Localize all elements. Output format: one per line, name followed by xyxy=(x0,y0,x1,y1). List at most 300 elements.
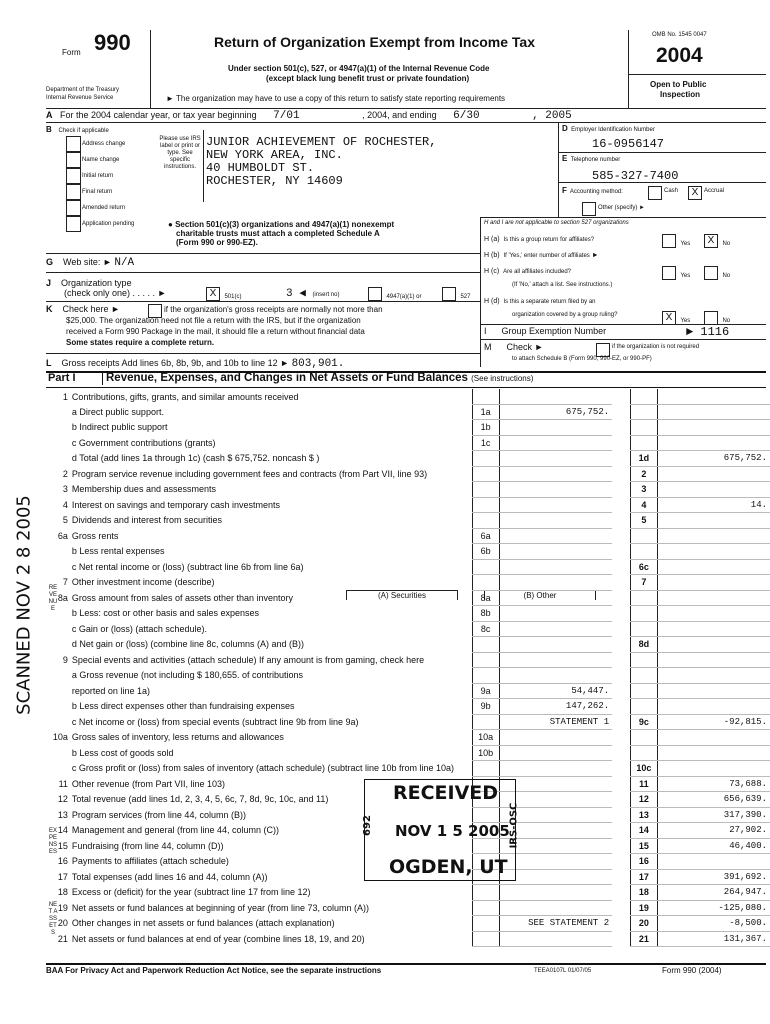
spacer xyxy=(612,652,630,668)
line-ref xyxy=(630,730,657,746)
part-1-line-row xyxy=(46,761,770,777)
sub-line-number xyxy=(472,497,499,513)
spacer xyxy=(612,683,630,699)
line-amount xyxy=(657,590,770,606)
part-1-line-row xyxy=(46,606,770,622)
line-amount: 14. xyxy=(657,497,770,513)
form-number: 990 xyxy=(94,30,131,55)
accrual-label: Accrual xyxy=(704,188,725,194)
application-pending-checkbox[interactable] xyxy=(66,216,81,232)
part-1-label: Part I xyxy=(46,372,103,385)
line-m-text-3: to attach Schedule B (Form 990, 990-EZ, or 990-PF) xyxy=(512,356,652,362)
part-1-line-row xyxy=(46,900,770,916)
line-amount xyxy=(657,668,770,684)
sub-line-amount xyxy=(499,528,612,544)
sub-line-amount xyxy=(499,730,612,746)
irs-label-note: Please use IRS label or print or type. See specific instructions. xyxy=(159,136,201,170)
spacer xyxy=(612,885,630,901)
line-amount xyxy=(657,528,770,544)
line-description: Total expenses (add lines 16 and 44, column (A)) xyxy=(71,871,268,882)
line-j-sub: (check only one) . . . . . ► xyxy=(64,288,167,298)
line-amount xyxy=(657,652,770,668)
org-city: ROCHESTER, NY 14609 xyxy=(206,174,343,188)
line-number: 1 xyxy=(62,391,68,402)
address-change-checkbox[interactable] xyxy=(66,136,81,152)
spacer xyxy=(612,559,630,575)
line-description: b Less direct expenses other than fundraising expenses xyxy=(71,701,295,712)
schedule-a-note: ● Section 501(c)(3) organizations and 4947(a)(1) nonexempt charitable trusts must attach a completed Schedule A (Form 990 or 990-EZ). xyxy=(168,220,395,247)
address-change-label: Address change xyxy=(82,141,126,147)
part-1-line-row xyxy=(46,637,770,653)
line-description: Interest on savings and temporary cash investments xyxy=(71,499,281,510)
part-1-line-row xyxy=(46,652,770,668)
line-description: d Total (add lines 1a through 1c) (cash $ 675,752. noncash $ ) xyxy=(71,453,320,464)
sub-line-amount xyxy=(499,466,612,482)
sub-line-number xyxy=(472,389,499,404)
part-1-line-row xyxy=(46,668,770,684)
spacer xyxy=(612,761,630,777)
line-ref xyxy=(630,389,657,404)
line-amount xyxy=(657,435,770,451)
sub-line-amount xyxy=(499,761,612,777)
part-1-line-row xyxy=(46,621,770,637)
line-number xyxy=(46,544,72,560)
line-description: Excess or (deficit) for the year (subtract line 17 from line 12) xyxy=(71,887,311,898)
line-number: 2 xyxy=(62,468,68,479)
col-a-head: (A) Securities xyxy=(346,590,458,600)
revenue-side-label: REVENUE xyxy=(48,585,58,612)
line-ref: 11 xyxy=(630,776,657,792)
line-hc: H (c) Are all affiliates included? xyxy=(484,268,571,275)
final-return-checkbox[interactable] xyxy=(66,184,81,200)
line-amount xyxy=(657,761,770,777)
sub-line-number: 6a xyxy=(472,528,499,544)
line-ref xyxy=(630,683,657,699)
line-number xyxy=(46,668,72,684)
part-1-line-row xyxy=(46,590,770,606)
spacer xyxy=(612,420,630,436)
tax-year: 2004 xyxy=(656,44,703,67)
sub-line-amount xyxy=(499,482,612,498)
line-amount xyxy=(657,683,770,699)
sub-line-number: 8c xyxy=(472,621,499,637)
line-amount: 73,688. xyxy=(657,776,770,792)
line-ref: 1d xyxy=(630,451,657,467)
form-label: Form xyxy=(62,48,81,57)
sub-line-amount xyxy=(499,652,612,668)
line-m-text-2: if the organization is not required xyxy=(612,344,700,350)
spacer xyxy=(612,497,630,513)
spacer xyxy=(612,404,630,420)
line-ref xyxy=(630,699,657,715)
line-number: 20 xyxy=(57,918,68,929)
line-k-text-4: received a Form 990 Package in the mail, it should file a return without financial data xyxy=(66,327,365,336)
sub-line-amount xyxy=(499,621,612,637)
line-number xyxy=(46,714,72,730)
irs-label: Internal Revenue Service xyxy=(46,95,114,101)
line-number: 18 xyxy=(57,887,68,898)
spacer xyxy=(612,730,630,746)
line-amount: 264,947. xyxy=(657,885,770,901)
sub-line-amount xyxy=(499,420,612,436)
part-1-line-row xyxy=(46,482,770,498)
part-1-line-row xyxy=(46,931,770,947)
footer-baa: BAA For Privacy Act and Paperwork Reduction Act Notice, see the separate instructions xyxy=(46,966,382,975)
line-number: 15 xyxy=(57,840,68,851)
spacer xyxy=(612,699,630,715)
gross-receipts-value: 803,901. xyxy=(291,358,345,370)
initial-return-checkbox[interactable] xyxy=(66,168,81,184)
sub-line-number: 1a xyxy=(472,404,499,420)
omb-number: OMB No. 1545 0047 xyxy=(652,32,707,38)
form-subtitle-1: Under section 501(c), 527, or 4947(a)(1) of the Internal Revenue Code xyxy=(228,64,490,73)
line-amount: -92,815. xyxy=(657,714,770,730)
spacer xyxy=(612,482,630,498)
line-description: a Gross revenue (not including $ 180,655. of contributions xyxy=(71,670,304,681)
line-amount: 27,902. xyxy=(657,823,770,839)
sub-line-number xyxy=(472,513,499,529)
line-amount xyxy=(657,637,770,653)
sub-line-number xyxy=(472,575,499,591)
spacer xyxy=(612,513,630,529)
ha-yes-checkbox[interactable]: Yes xyxy=(662,232,690,250)
spacer xyxy=(612,792,630,808)
sub-line-number xyxy=(472,916,499,932)
line-ref xyxy=(630,435,657,451)
line-description: Gross amount from sales of assets other than inventory xyxy=(71,592,294,603)
part-1-line-row xyxy=(46,575,770,591)
org-name-line-1: JUNIOR ACHIEVEMENT OF ROCHESTER, xyxy=(206,135,437,149)
hc-no-checkbox[interactable]: No xyxy=(704,264,730,282)
spacer xyxy=(612,451,630,467)
line-amount xyxy=(657,466,770,482)
line-ref xyxy=(630,590,657,606)
spacer xyxy=(612,776,630,792)
line-ref: 16 xyxy=(630,854,657,870)
spacer xyxy=(612,544,630,560)
line-number: 16 xyxy=(57,856,68,867)
sub-line-number xyxy=(472,761,499,777)
line-amount: 391,692. xyxy=(657,869,770,885)
sub-line-number: 9b xyxy=(472,699,499,715)
line-k-text-3: $25,000. The organization need not file a return with the IRS, but if the organization xyxy=(66,316,361,325)
state-notice: ► The organization may have to use a copy of this return to satisfy state reporting requirements xyxy=(166,94,506,103)
part-1-line-row xyxy=(46,730,770,746)
part-1-line-row xyxy=(46,497,770,513)
spacer xyxy=(612,575,630,591)
line-number xyxy=(46,621,72,637)
sub-line-amount xyxy=(499,497,612,513)
sub-line-amount: SEE STATEMENT 2 xyxy=(499,916,612,932)
cash-label: Cash xyxy=(664,188,679,194)
line-l: L Gross receipts Add lines 6b, 8b, 9b, and 10b to line 12 ► 803,901. xyxy=(46,358,345,370)
line-ref: 20 xyxy=(630,916,657,932)
line-description: c Gain or (loss) (attach schedule). xyxy=(71,623,207,634)
line-description: Program service revenue including government fees and contracts (from Part VII, line 93) xyxy=(71,468,428,479)
part-1-line-row xyxy=(46,699,770,715)
application-pending-label: Application pending xyxy=(82,221,135,227)
line-amount: 317,390. xyxy=(657,807,770,823)
sub-line-amount: 675,752. xyxy=(499,404,612,420)
sub-line-number: 6b xyxy=(472,544,499,560)
line-k: K Check here ► xyxy=(46,304,120,314)
scanned-stamp: SCANNED NOV 2 8 2005 xyxy=(13,495,35,715)
line-number: 4 xyxy=(62,499,68,510)
line-g: G Web site: ► N/A xyxy=(46,257,135,269)
section-d: D Employer Identification Number xyxy=(562,124,655,133)
sub-line-amount xyxy=(499,513,612,529)
line-description: Management and general (from line 44, column (C)) xyxy=(71,825,280,836)
line-k-text-2: if the organization's gross receipts are normally not more than xyxy=(164,305,383,314)
sub-line-number: 8a xyxy=(472,590,499,606)
line-number: 19 xyxy=(57,902,68,913)
line-description: Program services (from line 44, column (B)) xyxy=(71,809,246,820)
line-amount xyxy=(657,745,770,761)
line-number: 10a xyxy=(52,732,68,743)
amended-return-label: Amended return xyxy=(82,205,126,211)
line-a: A For the 2004 calendar year, or tax year beginning 7/01 , 2004, and ending 6/30 , 2005 xyxy=(46,110,572,122)
spacer xyxy=(612,621,630,637)
line-description: c Gross profit or (loss) from sales of inventory (attach schedule) (subtract line 10b from line 10a) xyxy=(71,763,455,774)
sub-line-amount xyxy=(499,668,612,684)
final-return-label: Final return xyxy=(82,189,113,195)
sub-line-amount: 147,262. xyxy=(499,699,612,715)
name-change-label: Name change xyxy=(82,157,120,163)
inspection-label: Inspection xyxy=(660,90,701,99)
ha-no-checkbox[interactable]: X No xyxy=(704,232,730,250)
hd-yes-checkbox[interactable]: X Yes xyxy=(662,309,690,327)
spacer xyxy=(612,714,630,730)
line-number xyxy=(46,435,72,451)
line-number: 9 xyxy=(62,654,68,665)
line-number: 11 xyxy=(58,778,68,789)
line-ref xyxy=(630,606,657,622)
line-ref: 8d xyxy=(630,637,657,653)
line-k-text-5: Some states require a complete return. xyxy=(66,338,215,347)
line-description: Dividends and interest from securities xyxy=(71,515,222,526)
line-amount xyxy=(657,699,770,715)
other-method-checkbox[interactable] xyxy=(582,200,596,218)
line-description: b Less rental expenses xyxy=(71,546,165,557)
line-ref xyxy=(630,404,657,420)
part-1-title: Revenue, Expenses, and Changes in Net Assets or Fund Balances (See instructions) xyxy=(106,372,534,384)
sub-line-number: 9a xyxy=(472,683,499,699)
name-change-checkbox[interactable] xyxy=(66,152,81,168)
accrual-checkbox[interactable]: X xyxy=(688,184,702,202)
line-ref: 4 xyxy=(630,497,657,513)
type-501c-number: 3 ◀ (insert no) xyxy=(286,288,340,300)
sub-line-amount: 54,447. xyxy=(499,683,612,699)
part-1-line-row xyxy=(46,420,770,436)
line-description: c Government contributions (grants) xyxy=(71,437,216,448)
line-amount: 675,752. xyxy=(657,451,770,467)
line-number: 17 xyxy=(57,871,68,882)
spacer xyxy=(612,916,630,932)
sub-line-amount xyxy=(499,389,612,404)
type-501c-checkbox[interactable]: X 501(c) xyxy=(206,285,241,303)
sub-line-number xyxy=(472,714,499,730)
line-ref xyxy=(630,745,657,761)
line-number: 3 xyxy=(62,484,68,495)
spacer xyxy=(612,823,630,839)
spacer xyxy=(612,528,630,544)
spacer xyxy=(612,900,630,916)
line-number: 12 xyxy=(57,794,68,805)
line-j: J Organization type xyxy=(46,278,132,288)
hd-text-2: organization covered by a group ruling? xyxy=(512,312,618,318)
part-1-line-row xyxy=(46,513,770,529)
spacer xyxy=(612,745,630,761)
line-amount: 656,639. xyxy=(657,792,770,808)
h-i-note: H and I are not applicable to section 527 organizations xyxy=(484,220,629,226)
sub-line-number xyxy=(472,931,499,947)
spacer xyxy=(612,807,630,823)
form-subtitle-2: (except black lung benefit trust or private foundation) xyxy=(266,74,470,83)
line-ref: 5 xyxy=(630,513,657,529)
line-i: I Group Exemption Number xyxy=(484,326,607,336)
tax-year-begin: 7/01 xyxy=(273,110,300,122)
line-ref: 7 xyxy=(630,575,657,591)
part-1-line-row xyxy=(46,466,770,482)
sub-line-number xyxy=(472,885,499,901)
initial-return-label: Initial return xyxy=(82,173,114,179)
cash-checkbox[interactable] xyxy=(648,184,662,202)
spacer xyxy=(612,466,630,482)
line-number xyxy=(46,637,72,653)
spacer xyxy=(612,606,630,622)
line-description: Membership dues and assessments xyxy=(71,484,216,495)
spacer xyxy=(612,590,630,606)
sub-line-number xyxy=(472,668,499,684)
line-amount xyxy=(657,513,770,529)
sub-line-number xyxy=(472,900,499,916)
form-title: Return of Organization Exempt from Income Tax xyxy=(214,34,536,50)
line-m: M Check ► xyxy=(484,342,544,352)
sub-line-amount xyxy=(499,745,612,761)
line-number xyxy=(46,404,72,420)
sub-line-amount xyxy=(499,606,612,622)
sub-line-number: 1c xyxy=(472,435,499,451)
hc-yes-checkbox[interactable]: Yes xyxy=(662,264,690,282)
sub-line-amount xyxy=(499,885,612,901)
amended-return-checkbox[interactable] xyxy=(66,200,81,216)
line-amount: 131,367. xyxy=(657,931,770,947)
sub-line-number: 1b xyxy=(472,420,499,436)
footer-form: Form 990 (2004) xyxy=(662,966,722,975)
tax-year-end: 6/30 xyxy=(453,110,480,122)
line-description: Contributions, gifts, grants, and similar amounts received xyxy=(71,391,299,402)
group-exemption-number: ► 1116 xyxy=(686,325,730,339)
line-ref: 21 xyxy=(630,931,657,947)
type-527-checkbox[interactable]: 527 xyxy=(442,285,470,303)
sub-line-amount xyxy=(499,590,612,606)
line-amount xyxy=(657,730,770,746)
line-ref xyxy=(630,420,657,436)
line-ref: 19 xyxy=(630,900,657,916)
part-1-line-row xyxy=(46,683,770,699)
part-1-line-row xyxy=(46,885,770,901)
line-number: 8a xyxy=(57,592,68,603)
spacer xyxy=(612,435,630,451)
line-amount xyxy=(657,575,770,591)
spacer xyxy=(612,838,630,854)
line-ref: 13 xyxy=(630,807,657,823)
expenses-side-label: EXPENSES xyxy=(48,828,58,855)
spacer xyxy=(612,931,630,947)
section-e: E Telephone number xyxy=(562,154,621,163)
sub-line-number xyxy=(472,466,499,482)
spacer xyxy=(612,668,630,684)
line-amount xyxy=(657,420,770,436)
net-assets-side-label: NET ASSETS xyxy=(48,902,58,936)
sub-line-amount xyxy=(499,451,612,467)
part-1-line-row xyxy=(46,714,770,730)
sub-line-number: 10b xyxy=(472,745,499,761)
sub-line-amount xyxy=(499,637,612,653)
line-ref xyxy=(630,528,657,544)
line-amount: -8,500. xyxy=(657,916,770,932)
other-method-label: Other (specify) ► xyxy=(598,205,645,211)
line-description: b Less cost of goods sold xyxy=(71,747,174,758)
part-1-line-row xyxy=(46,745,770,761)
line-description: Other investment income (describe) xyxy=(71,577,215,588)
line-description: Payments to affiliates (attach schedule) xyxy=(71,856,229,867)
line-number xyxy=(46,761,72,777)
part-1-line-row xyxy=(46,559,770,575)
col-b-head: (B) Other xyxy=(484,590,596,600)
line-amount xyxy=(657,621,770,637)
line-number: 13 xyxy=(57,809,68,820)
part-1-line-row xyxy=(46,451,770,467)
line-number: 7 xyxy=(62,577,68,588)
line-description: b Less: cost or other basis and sales expenses xyxy=(71,608,260,619)
line-description: Other changes in net assets or fund balances (attach explanation) xyxy=(71,918,335,929)
hc-note: (If 'No,' attach a list. See instructions.) xyxy=(512,282,613,288)
line-ref: 6c xyxy=(630,559,657,575)
hd-no-checkbox[interactable]: No xyxy=(704,309,730,327)
line-ref: 15 xyxy=(630,838,657,854)
part-1-line-row xyxy=(46,544,770,560)
line-description: Other revenue (from Part VII, line 103) xyxy=(71,778,225,789)
line-number xyxy=(46,559,72,575)
line-number xyxy=(46,683,72,699)
line-description: reported on line 1a) xyxy=(71,685,150,696)
spacer xyxy=(612,637,630,653)
line-amount xyxy=(657,854,770,870)
sub-line-number xyxy=(472,482,499,498)
line-ref xyxy=(630,652,657,668)
line-description: Total revenue (add lines 1d, 2, 3, 4, 5, 6c, 7, 8d, 9c, 10c, and 11) xyxy=(71,794,329,805)
line-number: 6a xyxy=(57,530,68,541)
phone-value: 585-327-7400 xyxy=(592,169,679,183)
sub-line-amount xyxy=(499,435,612,451)
org-name-line-2: NEW YORK AREA, INC. xyxy=(206,148,343,162)
line-amount xyxy=(657,389,770,404)
line-description: Gross rents xyxy=(71,530,119,541)
sub-line-number: 10a xyxy=(472,730,499,746)
line-ref: 9c xyxy=(630,714,657,730)
sub-line-amount xyxy=(499,575,612,591)
line-amount xyxy=(657,606,770,622)
type-4947-checkbox[interactable]: 4947(a)(1) or xyxy=(368,285,421,303)
line-amount xyxy=(657,404,770,420)
line-ref: 14 xyxy=(630,823,657,839)
sub-line-amount xyxy=(499,931,612,947)
line-ref: 3 xyxy=(630,482,657,498)
part-1-line-row xyxy=(46,389,770,404)
sub-line-amount xyxy=(499,559,612,575)
line-description: d Net gain or (loss) (combine line 8c, columns (A) and (B)) xyxy=(71,639,304,650)
